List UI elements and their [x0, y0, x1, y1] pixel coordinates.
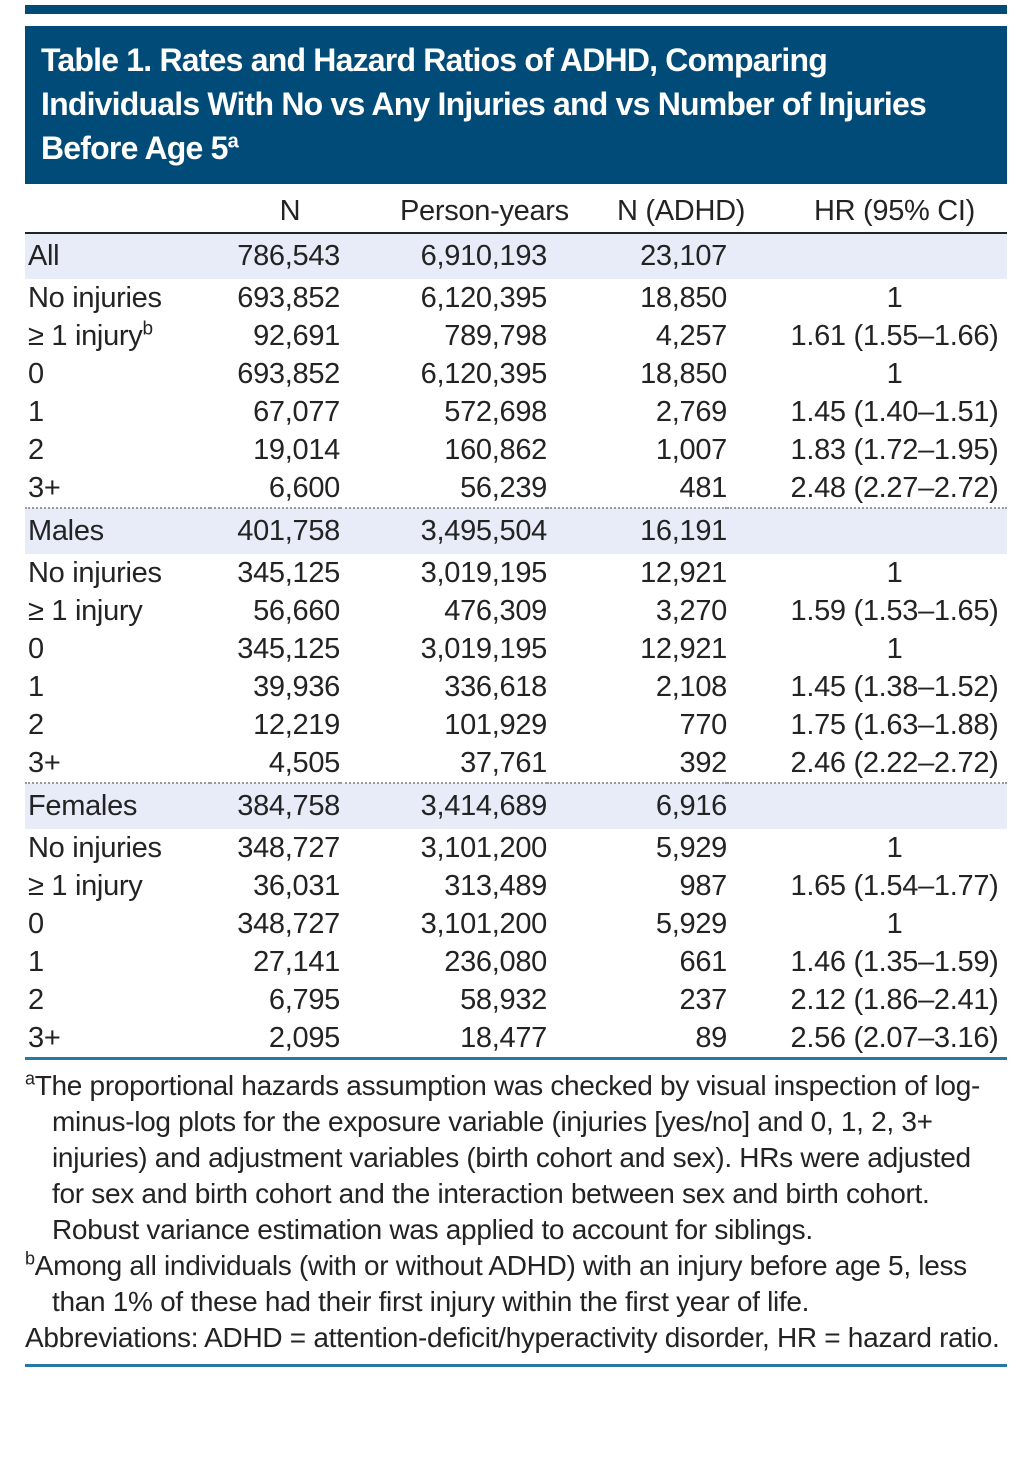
footnote-marker: b: [142, 317, 153, 339]
table-row: [25, 706, 1007, 744]
row-label: All: [25, 233, 210, 279]
row-label-text: 1: [28, 670, 44, 703]
cell-n-adhd: 5,929: [655, 831, 727, 864]
cell-person-years: 313,489: [444, 869, 547, 902]
table-row: [25, 668, 1007, 706]
table-header: [25, 190, 1007, 233]
table-row: [25, 943, 1007, 981]
cell-n-adhd: 5,929: [655, 907, 727, 940]
cell-person-years: 336,618: [444, 670, 547, 703]
table-row: [25, 905, 1007, 943]
cell-n-adhd: 2,769: [655, 395, 727, 428]
cell-n-adhd: 3,270: [655, 594, 727, 627]
cell-person-years: 56,239: [460, 471, 547, 504]
row-label: [25, 943, 210, 981]
footnote-marker: a: [25, 1068, 35, 1089]
column-header-n: N: [210, 190, 340, 233]
column-header-person-years: Person-years: [340, 190, 547, 233]
footnotes: [25, 1068, 1007, 1367]
cell-hr: 1.46 (1.35–1.59): [790, 945, 999, 978]
row-label: Males: [25, 508, 210, 554]
cell-n: 345,125: [237, 632, 340, 665]
row-label: [25, 668, 210, 706]
cell-n: 348,727: [237, 831, 340, 864]
table-body: [25, 233, 1007, 1059]
row-label-text: ≥ 1 injury: [28, 319, 143, 352]
cell-n-adhd: 6,916: [547, 783, 727, 829]
table-row: [25, 1019, 1007, 1059]
cell-person-years: 3,414,689: [340, 783, 547, 829]
cell-n: 19,014: [253, 433, 340, 466]
row-label: [25, 630, 210, 668]
cell-n: 786,543: [210, 233, 340, 279]
cell-person-years: 3,495,504: [340, 508, 547, 554]
cell-hr: 1: [886, 831, 903, 864]
row-label: [25, 393, 210, 431]
row-label-text: 2: [28, 983, 44, 1016]
cell-hr: 2.12 (1.86–2.41): [790, 983, 999, 1016]
row-label-text: 2: [28, 708, 44, 741]
cell-person-years: 37,761: [460, 746, 547, 779]
footnote: [25, 1320, 1007, 1356]
table-row: [25, 630, 1007, 668]
cell-hr: 2.48 (2.27–2.72): [790, 471, 999, 504]
table-row: [25, 469, 1007, 508]
table-row: [25, 829, 1007, 867]
cell-n: 401,758: [210, 508, 340, 554]
table-row: [25, 431, 1007, 469]
row-label: [25, 592, 210, 630]
cell-hr: 1.75 (1.63–1.88): [790, 708, 999, 741]
cell-hr: [727, 508, 1007, 554]
cell-person-years: 6,120,395: [420, 281, 547, 314]
table-row: [25, 981, 1007, 1019]
table-row: [25, 317, 1007, 355]
row-label-text: 3+: [28, 746, 61, 779]
section-header-row: [25, 233, 1007, 279]
cell-n-adhd: 89: [695, 1021, 727, 1054]
cell-hr: 1.59 (1.53–1.65): [790, 594, 999, 627]
cell-n: 92,691: [253, 319, 340, 352]
cell-person-years: 58,932: [460, 983, 547, 1016]
cell-person-years: 3,101,200: [420, 831, 547, 864]
row-label-text: 0: [28, 357, 44, 390]
column-header-empty: [25, 190, 210, 233]
cell-n-adhd: 2,108: [655, 670, 727, 703]
row-label-text: 0: [28, 907, 44, 940]
row-label-text: 3+: [28, 471, 61, 504]
cell-n-adhd: 987: [679, 869, 727, 902]
cell-hr: 1: [886, 556, 903, 589]
cell-n: 12,219: [253, 708, 340, 741]
cell-n: 39,936: [253, 670, 340, 703]
row-label: [25, 867, 210, 905]
row-label: [25, 317, 210, 355]
table-row: [25, 279, 1007, 317]
cell-hr: 2.56 (2.07–3.16): [790, 1021, 999, 1054]
cell-hr: 1.83 (1.72–1.95): [790, 433, 999, 466]
cell-n-adhd: 23,107: [547, 233, 727, 279]
cell-hr: 1.45 (1.40–1.51): [790, 395, 999, 428]
cell-n-adhd: 18,850: [640, 357, 727, 390]
row-label-text: ≥ 1 injury: [28, 594, 143, 627]
row-label: Females: [25, 783, 210, 829]
footnote: [25, 1068, 1007, 1248]
footnote-text: Among all individuals (with or without ADHD) with an injury before age 5, less than 1% of these had their first injury within the first year of life.: [34, 1250, 967, 1317]
cell-n-adhd: 12,921: [640, 632, 727, 665]
row-label-text: 1: [28, 395, 44, 428]
footnote-text: The proportional hazards assumption was checked by visual inspection of log-minus-log plots for the exposure variable (injuries [yes/no] and 0, 1, 2, 3+ injuries) and adjustment variables (birth cohort and sex). HRs were adjusted for sex and birth cohort and the interaction between sex and birth cohort. Robust variance estimation was applied to account for siblings.: [34, 1070, 980, 1245]
table-title-box: [25, 26, 1007, 184]
cell-n: 348,727: [237, 907, 340, 940]
row-label-text: 1: [28, 945, 44, 978]
cell-n: 6,600: [268, 471, 340, 504]
cell-n: 67,077: [253, 395, 340, 428]
cell-person-years: 160,862: [444, 433, 547, 466]
row-label: [25, 431, 210, 469]
row-label-text: No injuries: [28, 281, 162, 314]
row-label: [25, 279, 210, 317]
cell-n-adhd: 770: [679, 708, 727, 741]
cell-n-adhd: 4,257: [655, 319, 727, 352]
cell-hr: 1: [886, 281, 903, 314]
cell-n: 6,795: [268, 983, 340, 1016]
cell-person-years: 6,910,193: [340, 233, 547, 279]
cell-n-adhd: 481: [679, 471, 727, 504]
cell-person-years: 18,477: [460, 1021, 547, 1054]
cell-n-adhd: 661: [679, 945, 727, 978]
cell-n: 693,852: [237, 281, 340, 314]
cell-n: 56,660: [253, 594, 340, 627]
cell-hr: 1: [886, 907, 903, 940]
cell-n: 2,095: [268, 1021, 340, 1054]
row-label: [25, 706, 210, 744]
row-label-text: No injuries: [28, 556, 162, 589]
table-row: [25, 393, 1007, 431]
cell-person-years: 572,698: [444, 395, 547, 428]
data-table: [25, 190, 1007, 1060]
row-label: [25, 554, 210, 592]
row-label: [25, 981, 210, 1019]
row-label-text: No injuries: [28, 831, 162, 864]
cell-person-years: 101,929: [444, 708, 547, 741]
cell-hr: 1.61 (1.55–1.66): [790, 319, 999, 352]
row-label: [25, 744, 210, 783]
cell-n: 384,758: [210, 783, 340, 829]
cell-n: 4,505: [268, 746, 340, 779]
cell-n: 693,852: [237, 357, 340, 390]
cell-person-years: 3,101,200: [420, 907, 547, 940]
footnote: [25, 1248, 1007, 1320]
cell-hr: 1: [886, 357, 903, 390]
cell-hr: [727, 233, 1007, 279]
column-header-hr-ci: HR (95% CI): [727, 190, 1007, 233]
cell-person-years: 6,120,395: [420, 357, 547, 390]
row-label-text: ≥ 1 injury: [28, 869, 143, 902]
cell-n-adhd: 18,850: [640, 281, 727, 314]
table-row: [25, 744, 1007, 783]
row-label-text: 3+: [28, 1021, 61, 1054]
table-row: [25, 592, 1007, 630]
cell-hr: [727, 783, 1007, 829]
cell-person-years: 3,019,195: [420, 556, 547, 589]
table-row: [25, 554, 1007, 592]
cell-n: 345,125: [237, 556, 340, 589]
table-row: [25, 867, 1007, 905]
cell-hr: 1: [886, 632, 903, 665]
cell-n-adhd: 12,921: [640, 556, 727, 589]
section-header-row: [25, 783, 1007, 829]
cell-n-adhd: 16,191: [547, 508, 727, 554]
cell-hr: 1.65 (1.54–1.77): [790, 869, 999, 902]
footnote-marker: b: [25, 1248, 35, 1269]
row-label-text: 0: [28, 632, 44, 665]
table-title-footnote-marker: a: [227, 130, 238, 153]
cell-hr: 1.45 (1.38–1.52): [790, 670, 999, 703]
top-rule: [25, 5, 1007, 14]
column-header-row: [25, 190, 1007, 233]
row-label: [25, 355, 210, 393]
cell-n-adhd: 392: [679, 746, 727, 779]
row-label: [25, 905, 210, 943]
section-header-row: [25, 508, 1007, 554]
column-header-n-adhd: N (ADHD): [547, 190, 727, 233]
cell-n: 36,031: [253, 869, 340, 902]
cell-person-years: 476,309: [444, 594, 547, 627]
cell-n: 27,141: [253, 945, 340, 978]
cell-person-years: 789,798: [444, 319, 547, 352]
row-label-text: 2: [28, 433, 44, 466]
row-label: [25, 1019, 210, 1059]
row-label: [25, 829, 210, 867]
cell-hr: 2.46 (2.22–2.72): [790, 746, 999, 779]
cell-person-years: 236,080: [444, 945, 547, 978]
cell-n-adhd: 237: [679, 983, 727, 1016]
footnote-text: Abbreviations: ADHD = attention-deficit/hyperactivity disorder, HR = hazard ratio.: [25, 1322, 1000, 1353]
table-title: Table 1. Rates and Hazard Ratios of ADHD, Comparing Individuals With No vs Any Injuries and vs Number of Injuries Before Age 5: [41, 42, 926, 166]
cell-person-years: 3,019,195: [420, 632, 547, 665]
row-label: [25, 469, 210, 508]
table-row: [25, 355, 1007, 393]
cell-n-adhd: 1,007: [655, 433, 727, 466]
